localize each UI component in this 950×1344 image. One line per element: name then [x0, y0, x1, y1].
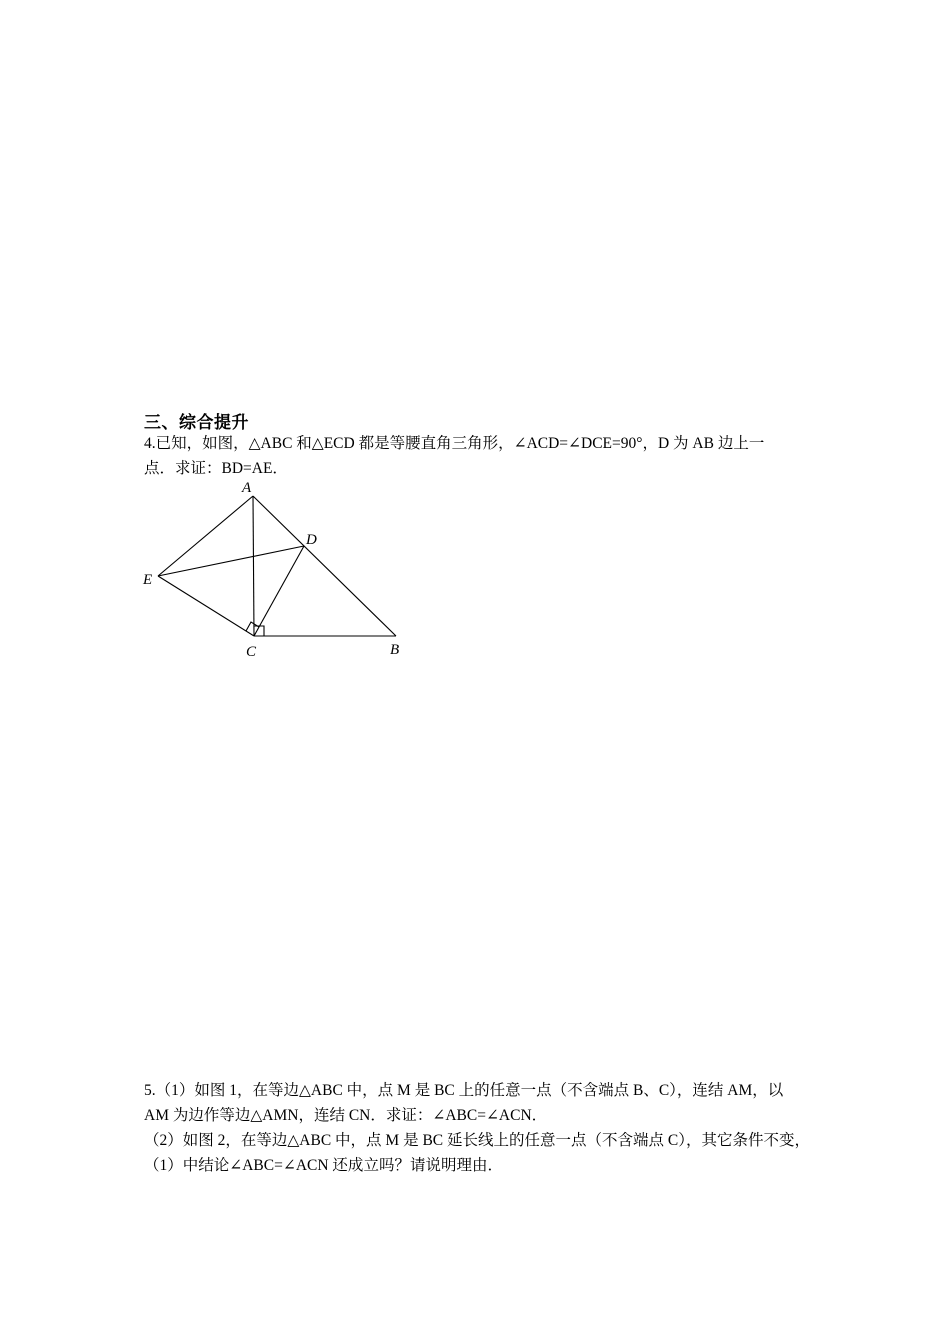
question-4-line-1: 4.已知，如图，△ABC 和△ECD 都是等腰直角三角形，∠ACD=∠DCE=90°，D 为 AB 边上一: [144, 435, 765, 452]
label-a: A: [242, 480, 252, 496]
label-d: D: [306, 532, 317, 548]
segment-ae: [158, 496, 253, 576]
segment-ab: [253, 496, 396, 636]
question-4-line-2: 点．求证：BD=AE．: [144, 460, 288, 477]
question-5-line-4: （1）中结论∠ABC=∠ACN 还成立吗？请说明理由．: [144, 1157, 503, 1174]
segment-cd: [254, 546, 304, 636]
question-5-line-3: （2）如图 2，在等边△ABC 中，点 M 是 BC 延长线上的任意一点（不含端点 C），其它条件不变，: [144, 1132, 810, 1149]
label-e: E: [143, 572, 153, 588]
question-5-line-2: AM 为边作等边△AMN，连结 CN．求证：∠ABC=∠ACN．: [144, 1107, 548, 1124]
question-5-line-1: 5.（1）如图 1，在等边△ABC 中，点 M 是 BC 上的任意一点（不含端点 B、C），连结 AM，以: [144, 1082, 784, 1099]
label-b: B: [390, 642, 400, 658]
geometry-figure-q4: [138, 478, 418, 663]
label-c: C: [246, 644, 257, 660]
segment-ac: [253, 496, 254, 636]
segment-ec: [158, 576, 254, 636]
segment-ed: [158, 546, 304, 576]
triangle-diagram: [138, 478, 418, 663]
section-heading: 三、综合提升: [144, 413, 249, 433]
